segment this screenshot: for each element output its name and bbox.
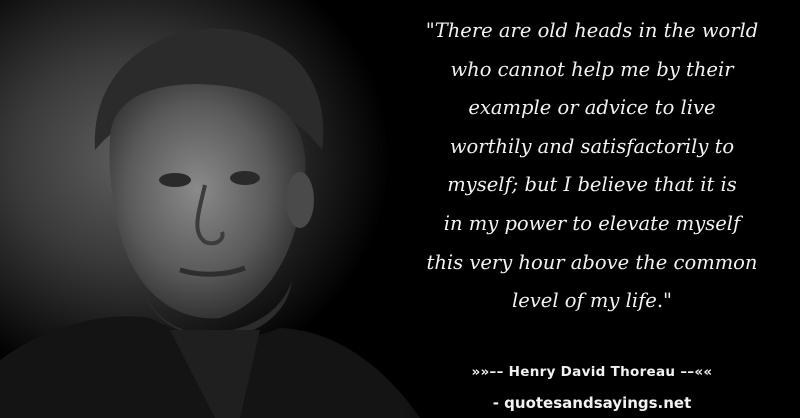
quote-line: example or advice to live xyxy=(468,96,716,120)
quote-line: who cannot help me by their xyxy=(450,57,734,81)
quote-text xyxy=(392,12,792,321)
quote-line: myself; but I believe that it is xyxy=(447,173,737,197)
quote-line: in my power to elevate myself xyxy=(443,211,741,235)
source-watermark: - quotesandsayings.net xyxy=(492,394,692,412)
quote-line: level of my life." xyxy=(511,289,673,313)
quote-line: worthily and satisfactorily to xyxy=(449,134,735,158)
author-attribution: »»–– Henry David Thoreau ––«« xyxy=(471,364,713,380)
quote-line: "There are old heads in the world xyxy=(425,19,759,42)
quote-line: this very hour above the common xyxy=(426,250,758,274)
